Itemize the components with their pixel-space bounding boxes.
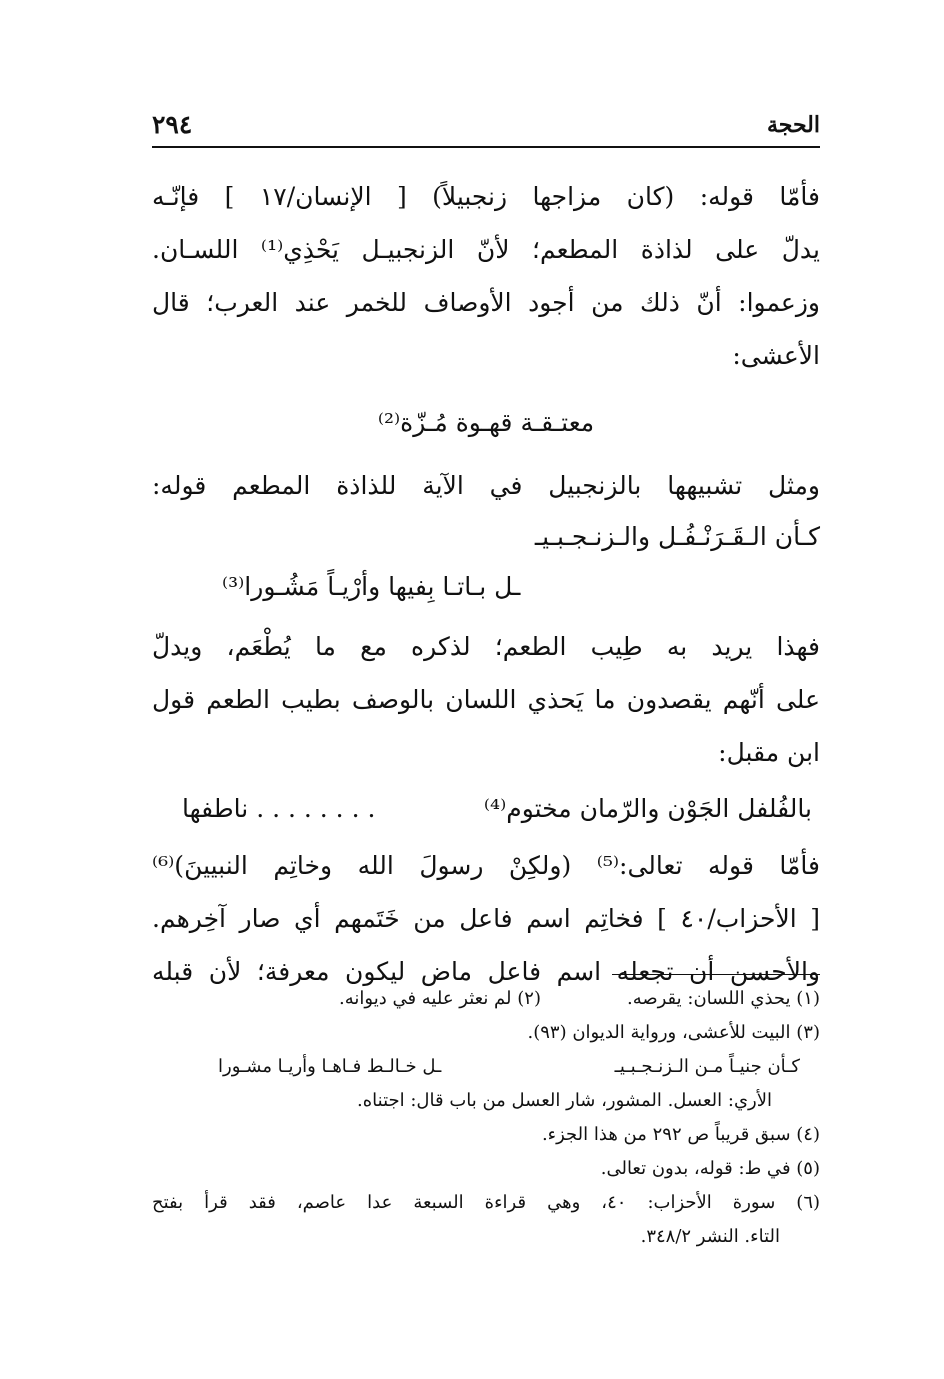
text-line: [ الأحزاب/٤٠ ] فخاتِم اسم فاعل من خَتَمهم أي صار آخِرهم. (152, 904, 820, 933)
verse-line: معتـقـة قهـوة مُـزّة⁽²⁾ (377, 408, 595, 437)
footnote-verse-first: كـأن جنيـاً مـن الـزنـجـبـيـ (614, 1056, 800, 1077)
text-line: ومثل تشبيهها بالزنجبيل في الآية للذاذة المطعم قوله: (152, 471, 820, 500)
text-line: فأمّا قوله تعالى:⁽⁵⁾ (ولكِنْ رسولَ الله وخاتِم النبيينَ)⁽⁶⁾ (152, 851, 820, 880)
verse-line (152, 779, 820, 839)
text-line: فهذا يريد به طِيب الطعم؛ لذكره مع ما يُطْعَم، ويدلّ (152, 632, 820, 661)
text-line: وزعموا: أنّ ذلك من أجود الأوصاف للخمر عند العرب؛ قال (152, 288, 820, 317)
text-line: الأعشى: (732, 341, 820, 370)
verse-hemistich-first: كـأن الـقَـرَنْـفُـل والـزنـجـبـيـ (534, 522, 820, 551)
footnote: (١) يحذي اللسان: يقرصه. (626, 988, 820, 1009)
footnote: (٣) البيت للأعشى، ورواية الديوان (٩٣). (527, 1022, 820, 1043)
footnote: (٢) لم نعثر عليه في ديوانه. (339, 988, 541, 1009)
footnote: (٤) سبق قريباً ص ٢٩٢ من هذا الجزء. (541, 1124, 820, 1145)
text-line: على أنّهم يقصدون ما يَحذي اللسان بالوصف بطيب الطعم قول (152, 685, 820, 714)
text-line: يدلّ على لذاذة المطعم؛ لأنّ الزنجبيـل يَحْذِي⁽¹⁾ اللسـان. (152, 235, 820, 264)
running-title: الحجة (766, 112, 820, 138)
main-text (152, 170, 820, 998)
footnote-continuation: التاء. النشر ٣٤٨/٢. (640, 1226, 780, 1247)
footnote: (٥) في ط: قوله، بدون تعالى. (600, 1158, 820, 1179)
text-line: والأحسن أن تجعله اسم فاعل ماض ليكون معرفة؛ لأن قبله (152, 957, 820, 986)
text-line: ابن مقبل: (718, 738, 820, 767)
verse-hemistich-first: بالفُلفل الجَوْن والرّمان مختوم⁽⁴⁾ (483, 794, 812, 823)
verse-hemistich-second: ـل بـاتـا بِفيها وأرْيـاً مَشُـورا⁽³⁾ (222, 572, 521, 601)
footnote-verse-second: ـل خـالـط فـاهـا وأريـا مشـورا (218, 1056, 442, 1077)
footnotes (152, 982, 820, 1254)
header-rule (152, 146, 820, 148)
text-line: فأمّا قوله: (كان مزاجها زنجبيلاً) [ الإنسان/١٧ ] فإنّـه (152, 182, 820, 211)
footnote-verse (152, 1050, 820, 1084)
footnote-row (152, 982, 820, 1016)
page-number: ٢٩٤ (152, 110, 193, 139)
verse-hemistich-second: . . . . . . . . ناطفها (182, 794, 376, 823)
footnote-separator (612, 974, 820, 975)
footnote-gloss: الأري: العسل. المشور، شار العسل من باب قال: اجتناه. (357, 1090, 772, 1111)
footnote: (٦) سورة الأحزاب: ٤٠، وهي قراءة السبعة عدا عاصم، فقد قرأ بفتح (152, 1192, 821, 1213)
running-header (152, 106, 820, 148)
